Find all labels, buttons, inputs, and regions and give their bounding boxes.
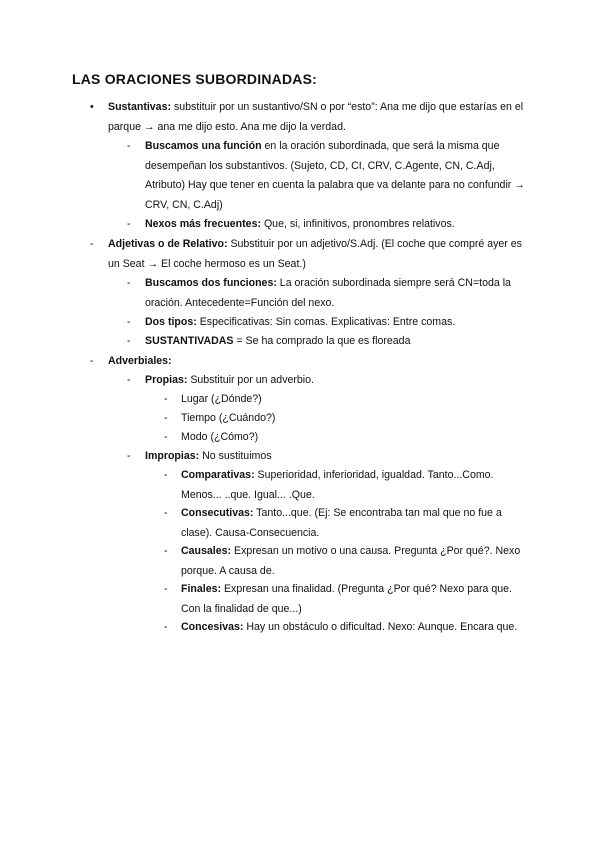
item-heading: Sustantivas:	[108, 101, 171, 113]
list-item-modo	[164, 428, 521, 448]
item-heading: Comparativas:	[181, 469, 255, 481]
item-text: Expresan un motivo o una causa. Pregunta ¿Por qué?. Nexo porque. A causa de.	[181, 545, 521, 577]
list-item-impropias	[127, 447, 530, 467]
item-text: Lugar (¿Dónde?)	[181, 393, 262, 405]
item-heading: Buscamos dos funciones:	[145, 277, 277, 289]
item-text: No sustituimos	[199, 450, 272, 462]
list-item-lugar	[164, 390, 521, 410]
item-heading: Concesivas:	[181, 621, 244, 633]
dash-marker: -	[164, 545, 168, 557]
list-item-sustantivas	[90, 98, 533, 137]
item-text: Especificativas: Sin comas. Explicativas: Entre comas.	[196, 316, 456, 328]
dash-marker: -	[127, 140, 131, 152]
dash-marker: -	[127, 277, 131, 289]
item-text: en la oración subordinada, que será la misma que desempeñan los substantivos. (Sujeto, CD, CI, CRV, C.Agente, CN, C.Adj, Atributo) Hay que tener en cuenta la palabra que va delante para no confundir → CRV, CN, C.Adj)	[145, 140, 525, 211]
item-heading: Adjetivas o de Relativo:	[108, 238, 228, 250]
dash-marker: -	[90, 355, 94, 367]
list-item-consecutivas	[164, 504, 521, 543]
list-item-propias	[127, 371, 530, 391]
item-heading: Finales:	[181, 583, 222, 595]
item-text: Superioridad, inferioridad, igualdad. Tanto...Como. Menos... ..que. Igual... .Que.	[181, 469, 494, 501]
list-item-comparativas	[164, 466, 521, 505]
item-heading: Dos tipos:	[145, 316, 197, 328]
list-item-buscamos-dos-funciones	[127, 274, 530, 313]
item-text: substituir por un sustantivo/SN o por “esto”: Ana me dijo que estarías en el parque → ana me dijo esto. Ana me dijo la verdad.	[108, 101, 524, 133]
list-item-causales	[164, 542, 521, 581]
item-heading: Impropias:	[145, 450, 200, 462]
item-text: Tanto...que. (Ej: Se encontraba tan mal que no fue a clase). Causa-Consecuencia.	[181, 507, 502, 539]
list-item-buscamos-funcion	[127, 137, 530, 215]
dash-marker: -	[164, 393, 168, 405]
item-text: La oración subordinada siempre será CN=toda la oración. Antecedente=Función del nexo.	[145, 277, 511, 309]
item-text: Substituir por un adjetivo/S.Adj. (El coche que compré ayer es un Seat → El coche hermoso es un Seat.)	[108, 238, 522, 270]
list-item-finales	[164, 580, 521, 619]
dash-marker: -	[164, 412, 168, 424]
list-item-dos-tipos	[127, 313, 530, 333]
item-text: Substituir por un adverbio.	[187, 374, 314, 386]
item-heading: Nexos más frecuentes:	[145, 218, 261, 230]
dash-marker: -	[127, 335, 131, 347]
dash-marker: -	[127, 218, 131, 230]
item-heading: SUSTANTIVADAS	[145, 335, 234, 347]
dash-marker: -	[164, 621, 168, 633]
dash-marker: -	[90, 238, 94, 250]
list-item-concesivas	[164, 618, 521, 638]
dash-marker: -	[127, 450, 131, 462]
item-heading: Propias:	[145, 374, 188, 386]
page-title: LAS ORACIONES SUBORDINADAS:	[72, 71, 317, 87]
item-text: Modo (¿Cómo?)	[181, 431, 259, 443]
dash-marker: -	[127, 374, 131, 386]
item-text: Expresan una finalidad. (Pregunta ¿Por qué? Nexo para que. Con la finalidad de que...)	[181, 583, 512, 615]
dash-marker: -	[164, 431, 168, 443]
list-item-nexos-frecuentes	[127, 215, 530, 235]
dash-marker: -	[164, 583, 168, 595]
item-text: Hay un obstáculo o dificultad. Nexo: Aunque. Encara que.	[243, 621, 518, 633]
dash-marker: -	[164, 469, 168, 481]
item-heading: Buscamos una función	[145, 140, 262, 152]
dash-marker: -	[164, 507, 168, 519]
list-item-tiempo	[164, 409, 521, 429]
list-item-adverbiales	[90, 352, 533, 372]
item-text: = Se ha comprado la que es floreada	[233, 335, 411, 347]
item-heading: Adverbiales:	[108, 355, 172, 367]
dash-marker: -	[127, 316, 131, 328]
list-item-sustantivadas	[127, 332, 530, 352]
list-item-adjetivas	[90, 235, 533, 274]
item-heading: Causales:	[181, 545, 232, 557]
bullet-marker: •	[90, 101, 94, 113]
item-heading: Consecutivas:	[181, 507, 254, 519]
item-text: Que, si, infinitivos, pronombres relativos.	[261, 218, 455, 230]
item-text: Tiempo (¿Cuándo?)	[181, 412, 276, 424]
